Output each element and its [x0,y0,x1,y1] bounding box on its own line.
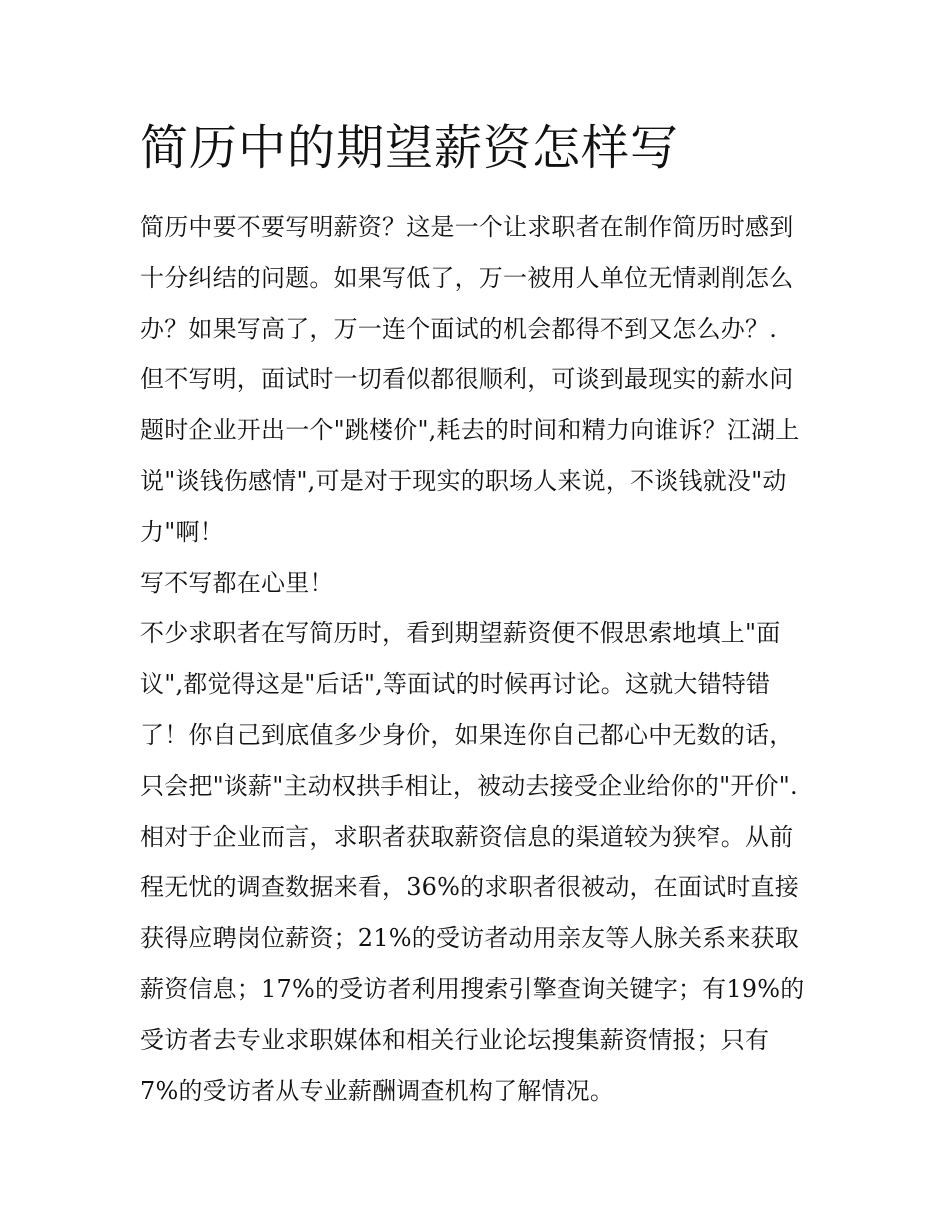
document-title: 简历中的期望薪资怎样写 [140,120,680,176]
text-line: 议",都觉得这是"后话",等面试的时候再讨论。这就大错特错 [140,670,771,699]
document-body [140,202,820,1116]
text-line: 说"谈钱伤感情",可是对于现实的职场人来说，不谈钱就没"动 [140,466,787,495]
text-line: 题时企业开出一个"跳楼价",耗去的时间和精力向谁诉？江湖上 [140,416,800,445]
document-page [140,118,820,1116]
text-line: 受访者去专业求职媒体和相关行业论坛搜集薪资情报；只有 [140,1025,770,1054]
text-line: 但不写明，面试时一切看似都很顺利，可谈到最现实的薪水问 [140,365,794,394]
text-line: 十分纠结的问题。如果写低了，万一被用人单位无情剥削怎么 [140,263,794,292]
text-line: 相对于企业而言，求职者获取薪资信息的渠道较为狭窄。从前 [140,822,794,851]
text-line: 了！你自己到底值多少身价，如果连你自己都心中无数的话， [140,720,794,749]
text-line: 简历中要不要写明薪资？这是一个让求职者在制作简历时感到 [140,213,794,241]
text-line: 力"啊！ [140,517,224,546]
section-heading: 写不写都在心里！ [140,568,334,597]
text-line: 获得应聘岗位薪资；21%的受访者动用亲友等人脉关系来获取 [140,924,799,953]
text-line: 薪资信息；17%的受访者利用搜索引擎查询关键字；有19%的 [140,974,805,1003]
text-line: 办？如果写高了，万一连个面试的机会都得不到又怎么办？. [140,314,778,343]
text-line: 程无忧的调查数据来看，36%的求职者很被动，在面试时直接 [140,873,799,902]
text-line: 7%的受访者从专业薪酬调查机构了解情况。 [140,1076,615,1105]
text-line: 不少求职者在写简历时，看到期望薪资便不假思索地填上"面 [140,619,781,648]
text-line: 只会把"谈薪"主动权拱手相让，被动去接受企业给你的"开价". [140,771,798,800]
